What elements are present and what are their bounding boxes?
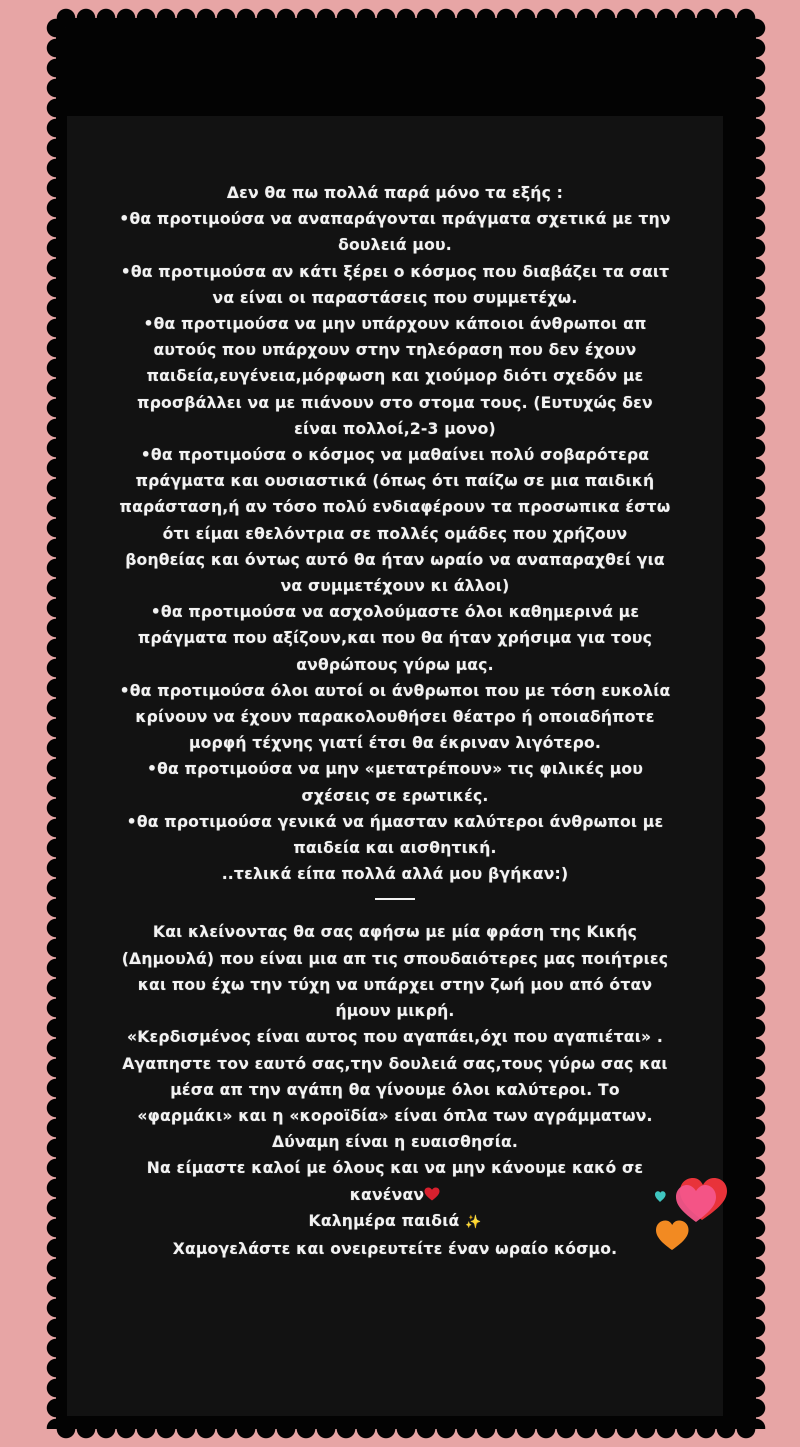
closing-line: Να είμαστε καλοί με όλους και να μην κάνουμε κακό σε [146,1159,644,1178]
text-line: •θα προτιμούσα να αναπαράγονται πράγματα σχετικά με την [119,210,671,229]
hearts-sticker-icon [652,1166,732,1256]
text-line: μορφή τέχνης γιατί έτσι θα έκριναν λιγότερο. [188,734,602,753]
last-line-text: κανέναν [349,1185,425,1204]
text-line: ..τελικά είπα πολλά αλλά μου βγήκαν:) [221,865,569,884]
text-line: παιδεία και αισθητική. [293,839,497,858]
text-line: •θα προτιμούσα γενικά να ήμασταν καλύτεροι άνθρωποι με [126,812,664,831]
closing-line: «Κερδισμένος είναι αυτος που αγαπάει,όχι που αγαπιέται» . [126,1028,664,1047]
text-line: να συμμετέχουν κι άλλοι) [280,577,510,596]
text-line: •θα προτιμούσα να μην υπάρχουν κάποιοι άνθρωποι απ [143,315,647,334]
text-line: πράγματα που αξίζουν,και που θα ήταν χρήσιμα για τους [137,629,653,648]
text-line: είναι πολλοί,2-3 μονο) [294,419,496,438]
red-heart-icon [424,1187,440,1201]
text-line: αυτούς που υπάρχουν στην τηλεόραση που δεν έχουν [153,341,637,360]
text-line: •θα προτιμούσα να μην «μετατρέπουν» τις φιλικές μου [146,760,644,779]
text-line: παράσταση,ή αν τόσο πολύ ενδιαφέρουν τα προσωπικα έστω [119,498,671,517]
story-text [78,180,712,1262]
text-line: ότι είμαι εθελόντρια σε πολλές ομάδες που χρήζουν [162,524,628,543]
text-line: προσβάλλει να με πιάνουν στο στομα τους. (Ευτυχώς δεν [137,393,653,412]
text-line: βοηθείας και όντως αυτό θα ήταν ωραίο να αναπαραχθεί για [125,550,665,569]
closing-line: μέσα απ την αγάπη θα γίνουμε όλοι καλύτεροι. Το [170,1080,620,1099]
text-line: ανθρώπους γύρω μας. [296,655,494,674]
greeting-text: Καλημέρα παιδιά [308,1211,460,1230]
text-line: παιδεία,ευγένεια,μόρφωση και χιούμορ διότι σχεδόν με [146,367,644,386]
closing-line: Και κλείνοντας θα σας αφήσω με μία φράση της Κικής [152,923,638,942]
text-line: •θα προτιμούσα αν κάτι ξέρει ο κόσμος που διαβάζει τα σαιτ [120,262,670,281]
closing-line: (Δημουλά) που είναι μια απ τις σπουδαιότερες μας ποιήτριες [121,949,669,968]
text-line: σχέσεις σε ερωτικές. [301,786,489,805]
text-line: πράγματα και ουσιαστικά (όπως ότι παίζω σε μια παιδική [135,472,655,491]
closing-line: Αγαπηστε τον εαυτό σας,την δουλειά σας,τους γύρω σας και [122,1054,668,1073]
closing-line: και που έχω την τύχη να υπάρχει στην ζωή μου από όταν [137,975,653,994]
spacer [78,911,712,919]
greeting-line [78,1208,712,1236]
farewell-line: Χαμογελάστε και ονειρευτείτε έναν ωραίο κόσμο. [172,1239,618,1258]
text-line: Δεν θα πω πολλά παρά μόνο τα εξής : [226,184,564,202]
text-line: •θα προτιμούσα ο κόσμος να μαθαίνει πολύ σοβαρότερα [140,446,650,465]
section-divider [375,898,415,900]
text-line: •θα προτιμούσα να ασχολούμαστε όλοι καθημερινά με [150,603,640,622]
last-line [78,1182,712,1208]
text-line: •θα προτιμούσα όλοι αυτοί οι άνθρωποι που με τόση ευκολία [119,681,671,700]
text-line: δουλειά μου. [338,236,452,255]
closing-line: ήμουν μικρή. [335,1002,455,1021]
closing-line: «φαρμάκι» και η «κοροϊδία» είναι όπλα των αγράμματων. [137,1106,653,1125]
closing-line: Δύναμη είναι η ευαισθησία. [271,1133,519,1152]
text-line: να είναι οι παραστάσεις που συμμετέχω. [212,288,578,307]
text-line: κρίνουν να έχουν παρακολουθήσει θέατρο ή οποιαδήποτε [135,708,655,727]
sparkles-icon: ✨ [465,1214,482,1230]
